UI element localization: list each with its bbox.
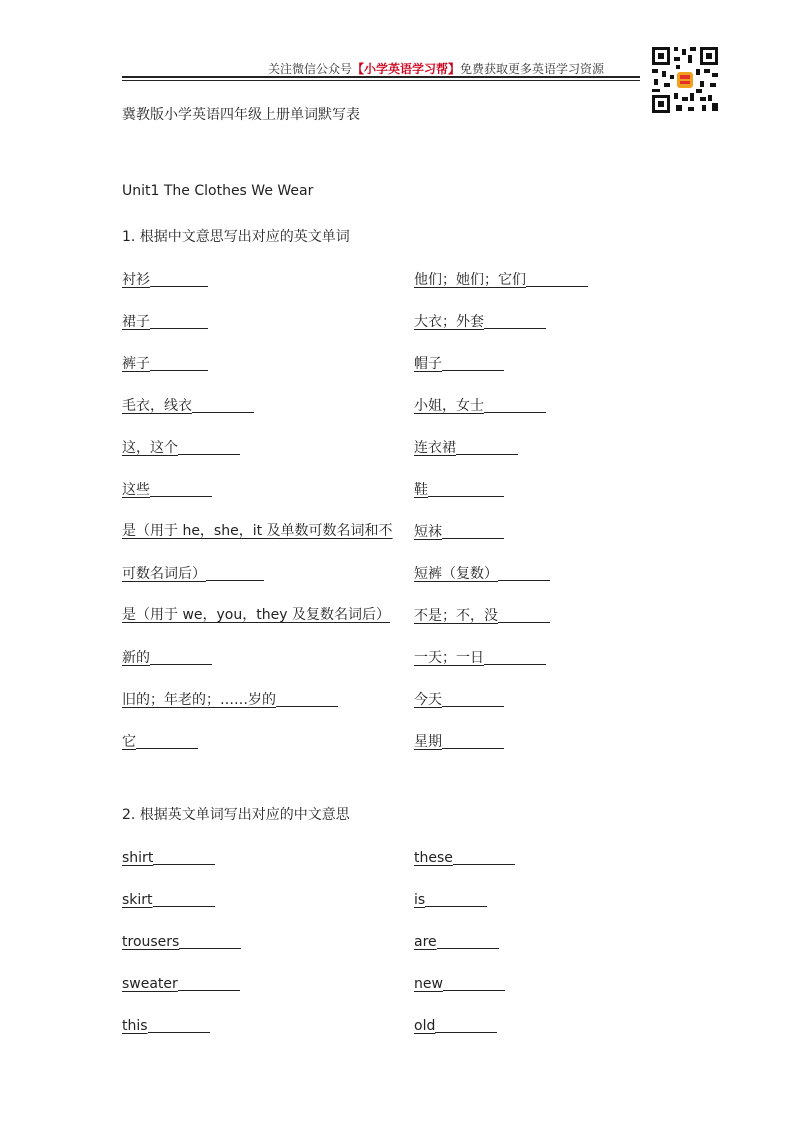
s1-right-item: 不是；不，没 <box>414 604 550 625</box>
s2-left-item: sweater <box>122 972 240 992</box>
s2-right-item: these <box>414 846 515 866</box>
s1-left-item: 是（用于 he，she，it 及单数可数名词和不 <box>122 523 393 539</box>
s1-right-item: 小姐，女士 <box>414 394 546 415</box>
document-title: 冀教版小学英语四年级上册单词默写表 <box>122 107 360 123</box>
s1-right-item: 连衣裙 <box>414 436 518 457</box>
s2-left-item: this <box>122 1014 210 1034</box>
header-banner <box>268 60 604 77</box>
s1-left-item: 可数名词后） <box>122 562 264 583</box>
s1-right-item: 帽子 <box>414 352 504 373</box>
section-2-title: 2. 根据英文单词写出对应的中文意思 <box>122 807 350 823</box>
unit-title: Unit1 The Clothes We Wear <box>122 183 314 199</box>
s1-left-item: 旧的；年老的；……岁的 <box>122 688 338 709</box>
s1-right-item: 星期 <box>414 730 504 751</box>
header-suffix: 免费获取更多英语学习资源 <box>460 62 605 76</box>
s2-left-item: shirt <box>122 846 215 866</box>
s1-right-item: 今天 <box>414 688 504 709</box>
s1-left-item: 这，这个 <box>122 436 240 457</box>
s1-left-item: 新的 <box>122 646 212 667</box>
section-1-title: 1. 根据中文意思写出对应的英文单词 <box>122 229 350 245</box>
header-rule-thick <box>122 76 640 78</box>
s2-right-item: new <box>414 972 505 992</box>
s2-right-item: old <box>414 1014 497 1034</box>
s1-left-item: 裙子 <box>122 310 208 331</box>
s2-left-item: trousers <box>122 930 241 950</box>
s1-right-item: 短袜 <box>414 520 504 541</box>
s1-left-item: 衬衫 <box>122 268 208 289</box>
s1-right-item: 他们；她们；它们 <box>414 268 588 289</box>
s2-left-item: skirt <box>122 888 215 908</box>
header-rule-thin <box>122 80 640 81</box>
s2-right-item: is <box>414 888 487 908</box>
s1-left-item: 毛衣，线衣 <box>122 394 254 415</box>
header-brand: 【小学英语学习帮】 <box>352 62 461 76</box>
s1-right-item: 鞋 <box>414 478 504 499</box>
qr-code-icon <box>650 45 720 115</box>
s1-left-item: 它 <box>122 730 198 751</box>
s1-right-item: 短裤（复数） <box>414 562 550 583</box>
s2-right-item: are <box>414 930 499 950</box>
s1-left-item: 裤子 <box>122 352 208 373</box>
s1-right-item: 一天；一日 <box>414 646 546 667</box>
s1-left-item: 是（用于 we，you，they 及复数名词后） <box>122 607 390 623</box>
header-prefix: 关注微信公众号 <box>268 62 353 76</box>
s1-left-item: 这些 <box>122 478 212 499</box>
s1-right-item: 大衣；外套 <box>414 310 546 331</box>
